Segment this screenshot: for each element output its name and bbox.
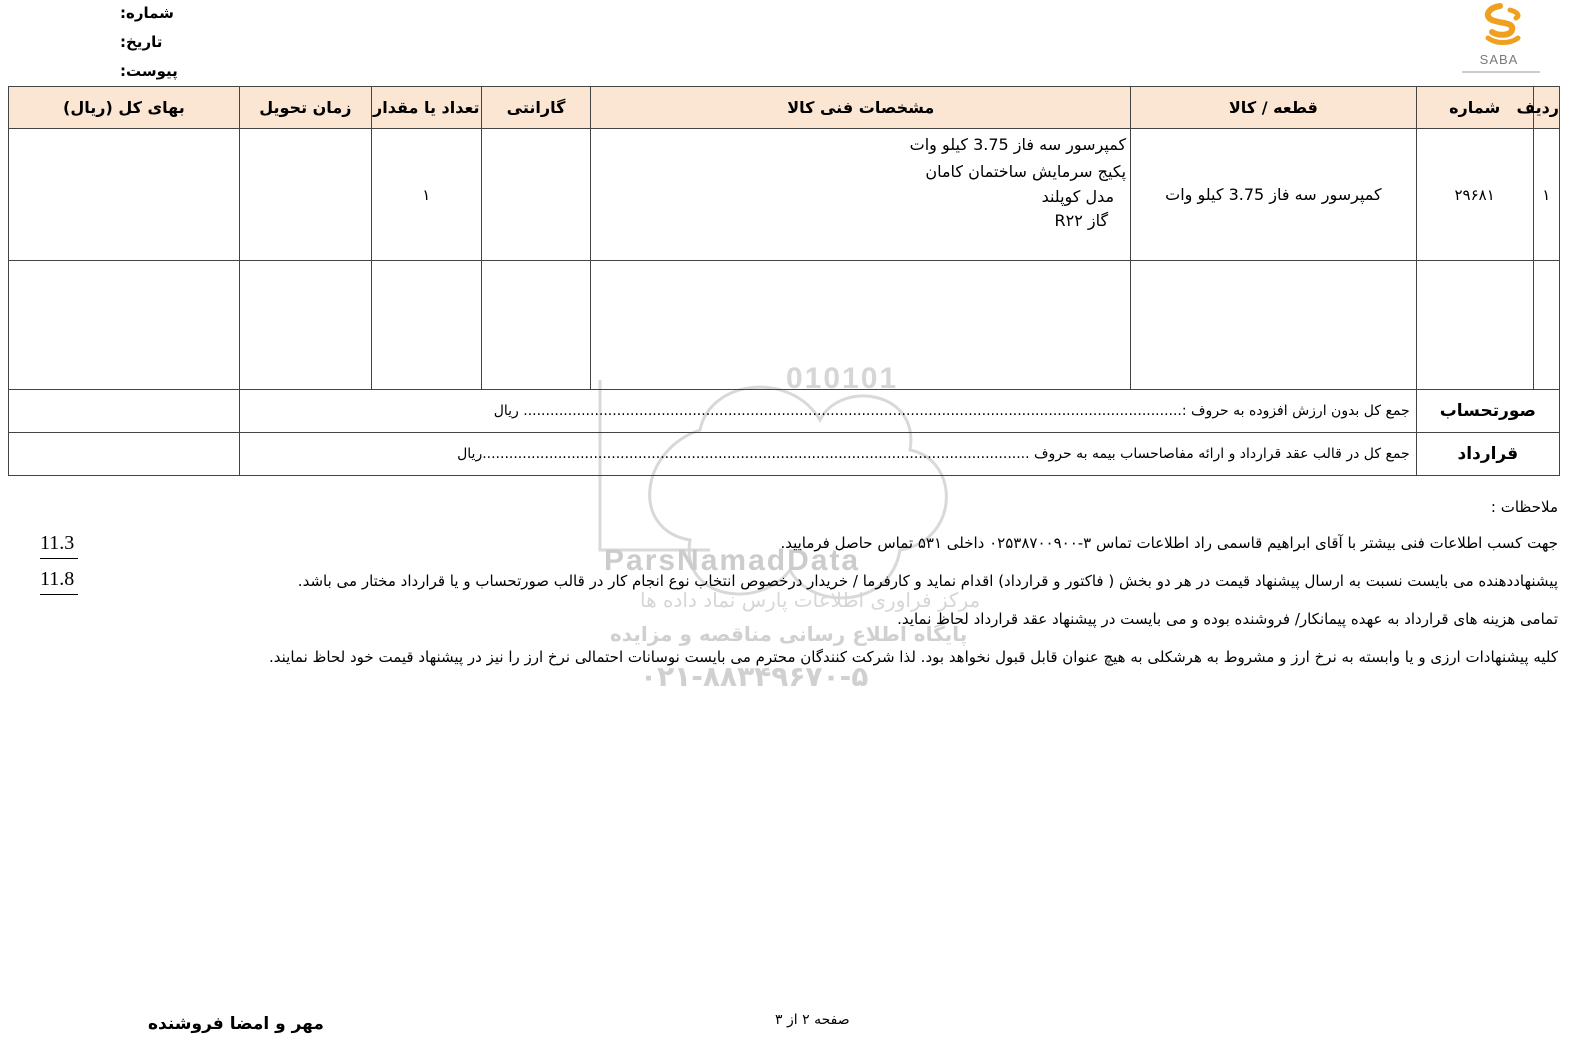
- note-line: جهت کسب اطلاعات فنی بیشتر با آقای ابراهیم قاسمی راد اطلاعات تماس ۳-۰۲۵۳۸۷۰۰۹۰۰ داخلی ۵۳۱ تماس حاصل فرمایید.: [780, 534, 1558, 552]
- cell-delivery: [239, 129, 371, 261]
- summary-row-contract: [9, 433, 1560, 476]
- notes-section: [90, 494, 1558, 676]
- note-line: پیشنهاددهنده می بایست نسبت به ارسال پیشنهاد قیمت در هر دو بخش ( فاکتور و قرارداد) اقدام نماید و کارفرما / خریدار درخصوص انتخاب نوع انجام کار در قالب صورتحساب و یا قرارداد مختار می باشد.: [297, 572, 1558, 590]
- header-item: قطعه / کالا: [1131, 87, 1417, 129]
- side-number-underline: [40, 558, 78, 559]
- spec-line: گاز R۲۲: [1054, 211, 1109, 230]
- page-number: صفحه ۲ از ۳: [775, 1012, 850, 1028]
- note-line: کلیه پیشنهادات ارزی و یا وابسته به نرخ ارز و مشروط به هرشکلی به هیچ عنوان قابل قبول نخواهد بود. لذا شرکت کنندگان محترم می بایست نوسانات احتمالی نرخ ارز را نیز در پیشنهاد قیمت خود لحاظ نمایند.: [269, 648, 1558, 666]
- cell-warranty: [481, 129, 591, 261]
- notes-title: ملاحظات :: [1490, 498, 1558, 516]
- cell-total-price: [9, 129, 240, 261]
- summary-value-invoice: [9, 390, 240, 433]
- seller-signature-label: مهر و امضا فروشنده: [148, 1014, 324, 1034]
- cell-quantity: ۱: [371, 129, 481, 261]
- side-number-underline: [40, 594, 78, 595]
- attachment-label: پیوست:: [120, 62, 178, 80]
- watermark-line2: پایگاه اطلاع رسانی مناقصه و مزایده: [610, 622, 968, 646]
- summary-value-contract: [9, 433, 240, 476]
- logo-text: SABA: [1479, 52, 1519, 67]
- watermark-digits: 010101: [786, 362, 899, 395]
- header-warranty: گارانتی: [481, 87, 591, 129]
- watermark-phone: ۰۲۱-۸۸۳۴۹۶۷۰-۵: [640, 660, 869, 693]
- side-number: 11.8: [40, 568, 75, 590]
- table-row-empty: [9, 261, 1560, 390]
- summary-text-contract: جمع کل در قالب عقد قرارداد و ارائه مفاصاحساب بیمه به حروف ...........................................................................................................................ریال: [239, 433, 1416, 476]
- side-number: 11.3: [40, 532, 75, 554]
- number-label: شماره:: [120, 4, 174, 22]
- items-table: [8, 86, 1560, 476]
- header-delivery: زمان تحویل: [239, 87, 371, 129]
- header-total-price: بهای کل (ریال): [9, 87, 240, 129]
- table-row: [9, 129, 1560, 261]
- cell-specs: [591, 129, 1131, 261]
- watermark-brand: ParsNamadData: [604, 544, 861, 577]
- summary-row-invoice: [9, 390, 1560, 433]
- cell-row-number: ۱: [1533, 129, 1559, 261]
- watermark-line1: مرکز فراوری اطلاعات پارس نماد داده ها: [640, 588, 981, 612]
- spec-line: کمپرسور سه فاز 3.75 کیلو وات: [909, 135, 1127, 154]
- table-header-row: [9, 87, 1560, 129]
- header-quantity: تعداد یا مقدار: [371, 87, 481, 129]
- cell-item: کمپرسور سه فاز 3.75 کیلو وات: [1131, 129, 1417, 261]
- cell-number: ۲۹۶۸۱: [1416, 129, 1533, 261]
- spec-line: پکیج سرمایش ساختمان کامان: [925, 162, 1127, 181]
- date-label: تاریخ:: [120, 33, 163, 51]
- header-number: شماره: [1416, 87, 1533, 129]
- header-specs: مشخصات فنی کالا: [591, 87, 1131, 129]
- summary-label-invoice: صورتحساب: [1416, 390, 1559, 433]
- note-line: تمامی هزینه های قرارداد به عهده پیمانکار/ فروشنده بوده و می بایست در پیشنهاد عقد قرارداد لحاظ نماید.: [897, 610, 1558, 628]
- spec-line: مدل کوپلند: [1041, 187, 1115, 206]
- summary-text-invoice: جمع کل بدون ارزش افزوده به حروف :.................................................................................................................................................... ریال: [239, 390, 1416, 433]
- summary-label-contract: قرارداد: [1416, 433, 1559, 476]
- header-row-number: ردیف: [1533, 87, 1559, 129]
